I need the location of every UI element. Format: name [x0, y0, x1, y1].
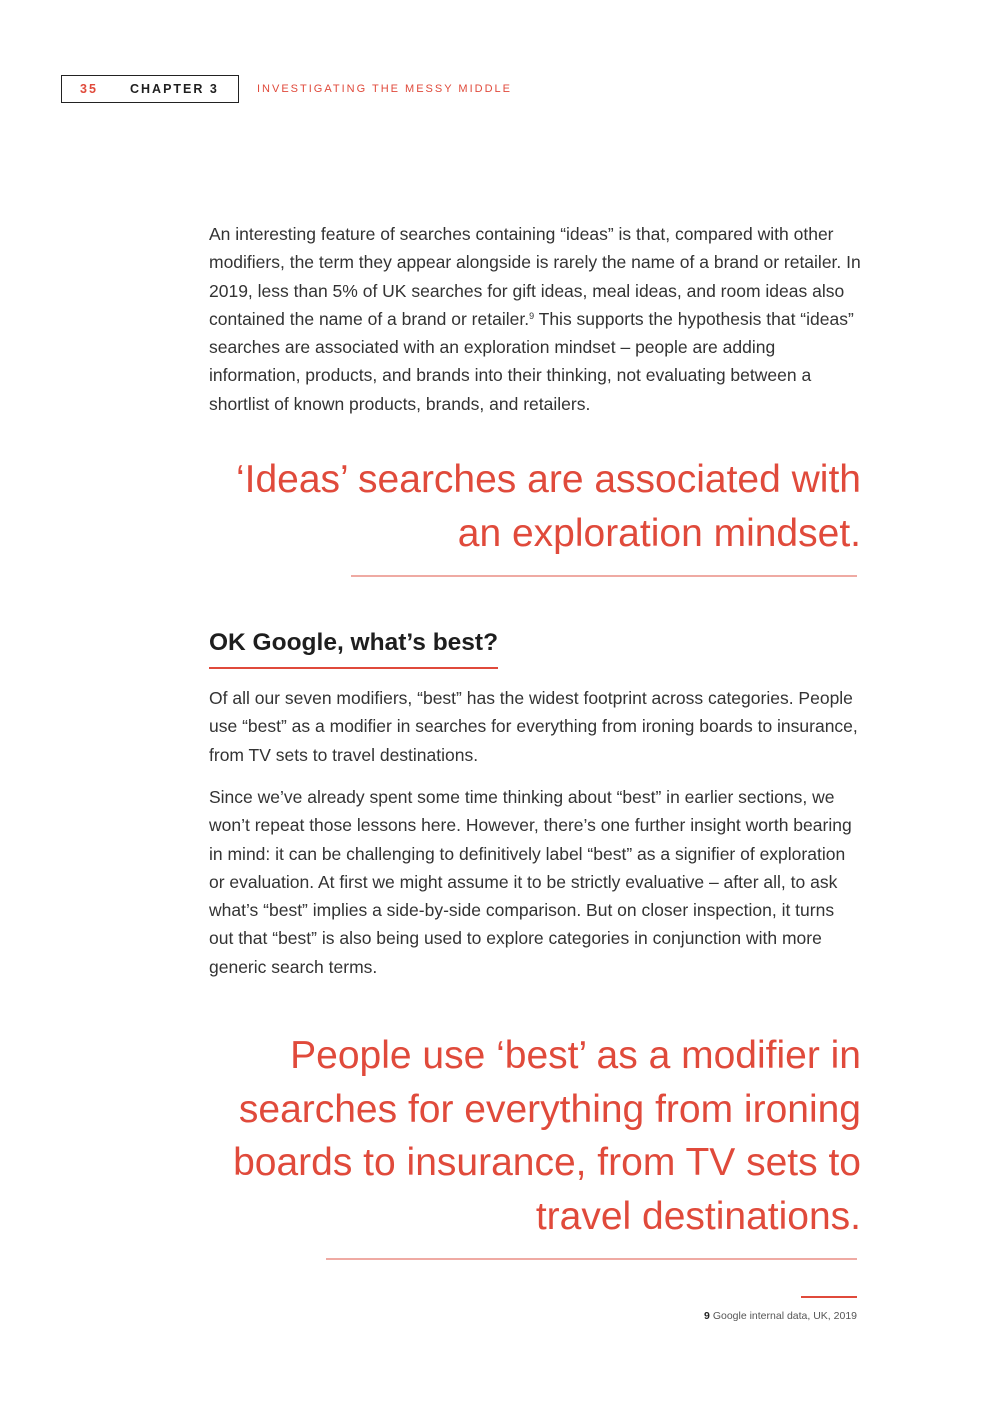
page-number: 35 [80, 82, 98, 96]
best-paragraph-1: Of all our seven modifiers, “best” has the widest footprint across categories. People use “best” as a modifier in searches for everything from ironing boards to insurance, from TV sets to travel destinations. [209, 688, 858, 765]
intro-text-end: This supports the hypothesis that “ideas” searches are associated with an exploration mindset – people are adding information, products, and brands into their thinking, not evaluating between a shortlist of known products, brands, and retailers. [209, 308, 854, 414]
intro-text-start: An interesting feature of searches containing “ideas” is that, compared with other modifiers, the term they appear alongside is rarely the name of a brand or retailer. In 2019, less than 5% of UK searches for gift ideas, meal ideas, and room ideas also contained the name of a brand or retailer. [209, 224, 861, 329]
footnote-text: Google internal data, UK, 2019 [712, 1310, 857, 1322]
pull-quote-best-rule [326, 1258, 857, 1260]
pull-quote-best: People use ‘best’ as a modifier in searches for everything from ironing boards to insurance, from TV sets to travel destinations. [233, 1034, 861, 1238]
chapter-box [61, 75, 239, 103]
intro-paragraph [209, 220, 861, 418]
running-title: INVESTIGATING THE MESSY MIDDLE [257, 83, 512, 95]
best-paragraph-2: Since we’ve already spent some time thinking about “best” in earlier sections, we won’t repeat those lessons here. However, there’s one further insight worth bearing in mind: it can be challenging to definitively label “best” as a signifier of exploration or evaluation. At first we might assume it to be strictly evaluative – after all, to ask what’s “best” implies a side-by-side comparison. But on closer inspection, it turns out that “best” is also being used to explore categories in conjunction with more generic search terms. [209, 787, 852, 977]
footnote-reference[interactable]: 9 [529, 310, 535, 321]
footnote [704, 1310, 857, 1322]
section-heading: OK Google, what’s best? [209, 627, 498, 669]
pull-quote-ideas-rule [351, 575, 857, 577]
footnote-number: 9 [703, 1310, 710, 1322]
chapter-label: CHAPTER 3 [130, 82, 219, 96]
pull-quote-ideas: ‘Ideas’ searches are associated with an exploration mindset. [235, 458, 861, 555]
footnote-rule [801, 1296, 857, 1298]
